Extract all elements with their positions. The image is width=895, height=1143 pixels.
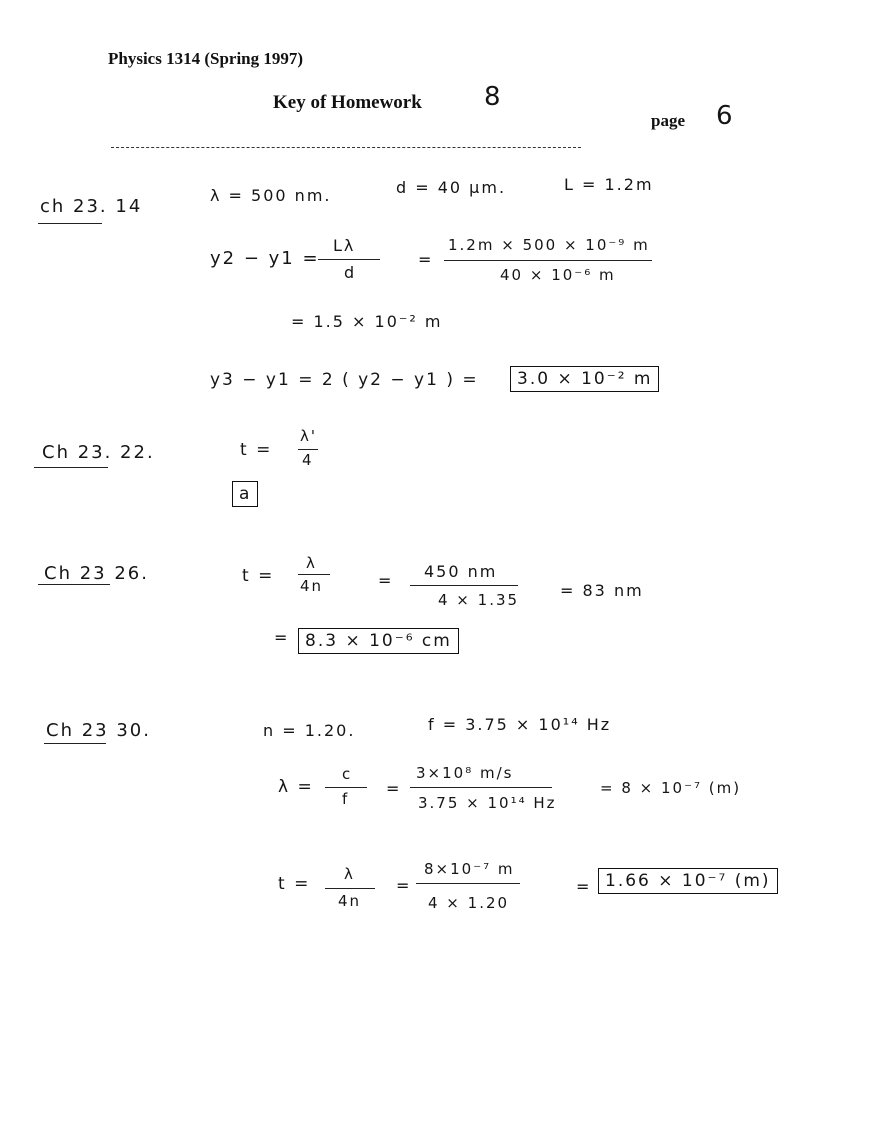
equals-sign: = (396, 876, 412, 895)
fraction-denominator: 4 (302, 451, 314, 469)
fraction-denominator: 4 × 1.35 (438, 591, 520, 609)
fraction-bar (416, 883, 520, 884)
problem-label: Ch 23 30. (46, 720, 151, 741)
given-value: d = 40 μm. (396, 178, 507, 197)
fraction-numerator: 3×10⁸ m/s (416, 764, 514, 782)
equals-sign: = (274, 628, 290, 647)
equals-sign: = (386, 779, 402, 798)
page-title: Key of Homework (273, 92, 422, 113)
problem-label-underline (38, 584, 110, 585)
equation-lhs: y2 − y1 = (210, 248, 320, 269)
final-answer-box: a (232, 481, 258, 507)
equals-sign: = (418, 250, 434, 269)
given-value: L = 1.2m (564, 175, 654, 194)
fraction-numerator: 8×10⁻⁷ m (424, 860, 515, 878)
header-divider (111, 147, 581, 148)
page-label: page (651, 111, 685, 130)
course-title: Physics 1314 (Spring 1997) (108, 49, 304, 68)
equals-sign: = (378, 571, 394, 590)
equation-lhs: λ = (278, 777, 314, 797)
fraction-numerator: λ' (300, 427, 318, 445)
fraction-numerator: 1.2m × 500 × 10⁻⁹ m (448, 236, 650, 254)
equation-lhs: t = (278, 874, 311, 894)
fraction-denominator: 40 × 10⁻⁶ m (500, 266, 616, 284)
given-value: λ = 500 nm. (210, 186, 332, 205)
intermediate-result: = 1.5 × 10⁻² m (291, 312, 443, 331)
problem-label: ch 23. 14 (40, 196, 143, 217)
fraction-denominator: 3.75 × 10¹⁴ Hz (418, 794, 557, 812)
equation-lhs: t = (242, 566, 275, 586)
problem-label-underline (34, 467, 108, 468)
fraction-numerator: Lλ (333, 236, 356, 255)
fraction-bar (298, 449, 318, 450)
fraction-denominator: 4 × 1.20 (428, 894, 510, 912)
fraction-numerator: λ (344, 865, 355, 883)
intermediate-result: = 8 × 10⁻⁷ (m) (600, 779, 742, 797)
fraction-bar (410, 787, 552, 788)
given-value: n = 1.20. (263, 721, 356, 740)
final-answer-box: 3.0 × 10⁻² m (510, 366, 659, 392)
equals-sign: = (576, 877, 592, 896)
fraction-numerator: 450 nm (424, 562, 498, 581)
fraction-bar (318, 259, 380, 260)
page-number: 6 (716, 101, 735, 131)
fraction-denominator: 4n (338, 892, 362, 910)
equation-lhs: t = (240, 440, 273, 460)
given-value: f = 3.75 × 10¹⁴ Hz (428, 715, 612, 734)
fraction-denominator: d (344, 263, 357, 282)
fraction-bar (444, 260, 652, 261)
problem-label-underline (44, 743, 106, 744)
fraction-bar (410, 585, 518, 586)
intermediate-result: = 83 nm (560, 581, 644, 600)
equation-lhs: y3 − y1 = 2 ( y2 − y1 ) = (210, 370, 479, 390)
final-answer-box: 1.66 × 10⁻⁷ (m) (598, 868, 778, 894)
homework-number: 8 (484, 82, 503, 112)
problem-label: Ch 23 26. (44, 563, 149, 584)
fraction-bar (325, 787, 367, 788)
fraction-denominator: 4n (300, 577, 324, 595)
fraction-bar (325, 888, 375, 889)
final-answer-box: 8.3 × 10⁻⁶ cm (298, 628, 459, 654)
fraction-numerator: c (342, 765, 353, 783)
fraction-bar (298, 574, 330, 575)
fraction-numerator: λ (306, 554, 317, 572)
problem-label-underline (38, 223, 102, 224)
fraction-denominator: f (342, 790, 350, 808)
problem-label: Ch 23. 22. (42, 442, 155, 463)
